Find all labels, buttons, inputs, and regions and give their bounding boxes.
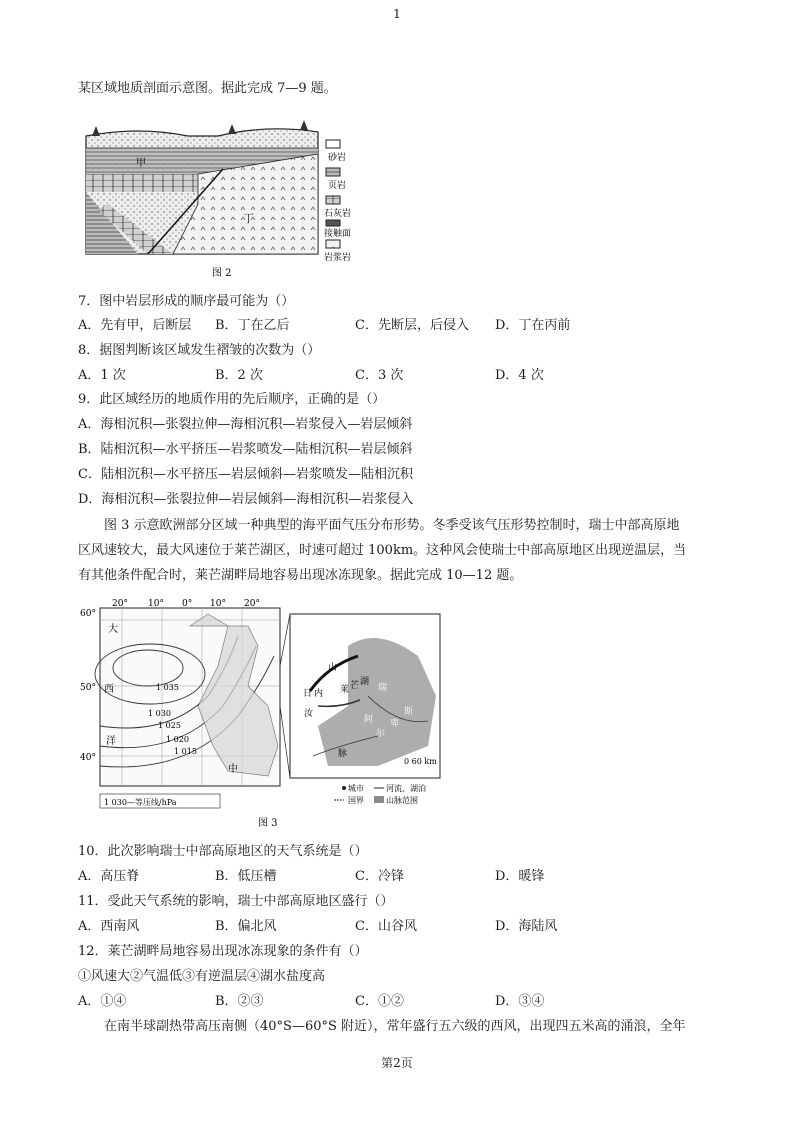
- legend-igneous: 岩浆岩: [324, 253, 352, 263]
- legend-shale: 页岩: [328, 181, 347, 191]
- isobar-value: 1 035: [156, 683, 179, 692]
- fig2-legend: [324, 140, 351, 263]
- inset-legend-river: 河流、湖泊: [386, 784, 426, 793]
- q7-stem: 7．图中岩层形成的顺序最可能为（）: [78, 294, 295, 309]
- q10-option-c: C．冷锋: [355, 869, 404, 884]
- q8-stem: 8．据图判断该区域发生褶皱的次数为（）: [78, 343, 321, 358]
- q10-option-b: B．低压槽: [215, 869, 277, 884]
- inset-label: 山: [328, 663, 338, 673]
- inset-legend-mountain: 山脉范围: [386, 796, 418, 805]
- page-top-number: 1: [393, 7, 401, 21]
- q7-option-a: A．先有甲，后断层: [78, 318, 192, 333]
- q8-option-d: D．4 次: [495, 368, 544, 383]
- q9-option-a: A．海相沉积—张裂拉伸—海相沉积—岩浆侵入—岩层倾斜: [78, 417, 413, 432]
- paragraph-last: 在南半球副热带高压南侧（40°S—60°S 附近），常年盛行五六级的西风，出现四五米高的涌浪，全年: [104, 1019, 686, 1034]
- q11-option-b: B．偏北风: [215, 919, 277, 934]
- q9-option-d: D．海相沉积—张裂拉伸—岩层倾斜—海相沉积—岩浆侵入: [78, 492, 414, 507]
- figure-3-caption: 图 3: [258, 818, 278, 829]
- map-label: 中: [228, 764, 238, 775]
- q9-stem: 9．此区域经历的地质作用的先后顺序，正确的是（）: [78, 392, 386, 407]
- inset-label: 阿: [364, 715, 374, 725]
- lat-label: 40°: [80, 753, 96, 763]
- lat-label: 50°: [80, 683, 96, 693]
- map-label: 洋: [106, 736, 116, 747]
- inset-legend-city: 城市: [348, 784, 364, 793]
- q12-option-b: B．②③: [215, 994, 264, 1009]
- intro-text: 某区域地质剖面示意图。据此完成 7—9 题。: [78, 81, 337, 96]
- q10-option-a: A．高压脊: [78, 869, 140, 884]
- map-label: 西: [104, 684, 114, 695]
- isobar-value: 1 025: [158, 721, 181, 730]
- q12-conditions: ①风速大②气温低③有逆温层④湖水盐度高: [78, 969, 326, 984]
- inset-label: 内: [314, 689, 324, 699]
- q10-stem: 10．此次影响瑞士中部高原地区的天气系统是（）: [78, 844, 368, 859]
- inset-label: 莱: [340, 685, 350, 695]
- legend-limestone: 石灰岩: [324, 209, 352, 219]
- label-jia: 甲: [136, 158, 146, 169]
- q12-stem: 12．莱芒湖畔局地容易出现冰冻现象的条件有（）: [78, 944, 368, 959]
- paragraph-line-3: 有其他条件配合时，莱芒湖畔局地容易出现冰冻现象。据此完成 10—12 题。: [78, 568, 523, 583]
- q11-option-c: C．山谷风: [355, 919, 417, 934]
- q12-option-d: D．③④: [495, 994, 545, 1009]
- figure-2-caption: 图 2: [212, 268, 232, 279]
- inset-label: 芒: [350, 681, 360, 691]
- inset-label: 斯: [404, 707, 414, 717]
- lon-label: 10°: [148, 599, 164, 609]
- page-footer: 第2页: [381, 1056, 413, 1070]
- lon-label: 20°: [112, 599, 128, 609]
- q12-option-c: C．①②: [355, 994, 404, 1009]
- map-label: 大: [108, 624, 118, 635]
- q8-option-c: C．3 次: [355, 368, 404, 383]
- inset-legend: [334, 783, 426, 805]
- inset-legend-border: 国界: [348, 796, 364, 805]
- q7-option-c: C．先断层，后侵入: [355, 318, 469, 333]
- inset-label: 卑: [390, 719, 400, 729]
- inset-label: 瑞: [378, 683, 388, 693]
- q9-option-c: C．陆相沉积—水平挤压—岩层倾斜—岩浆喷发—陆相沉积: [78, 467, 413, 482]
- lon-label: 20°: [244, 599, 260, 609]
- figure-2-cross-section: [78, 114, 368, 284]
- q11-option-d: D．海陆风: [495, 919, 558, 934]
- label-ding: 丁: [243, 212, 254, 225]
- inset-label: 脉: [338, 749, 348, 759]
- q8-option-b: B．2 次: [215, 368, 263, 383]
- q7-option-d: D．丁在丙前: [495, 318, 571, 333]
- lon-label: 10°: [210, 599, 226, 609]
- lat-label: 60°: [80, 609, 96, 619]
- inset-label: 汝: [304, 709, 314, 719]
- isobar-value: 1 020: [166, 735, 189, 744]
- q9-option-b: B．陆相沉积—水平挤压—岩浆喷发—陆相沉积—岩层倾斜: [78, 442, 413, 457]
- legend-sandstone: 砂岩: [328, 153, 347, 163]
- inset-label: 日: [303, 689, 313, 699]
- isobar-key: 1 030—等压线/hPa: [104, 798, 177, 807]
- q11-stem: 11．受此天气系统的影响，瑞士中部高原地区盛行（）: [78, 894, 394, 909]
- isobar-value: 1 015: [174, 747, 197, 756]
- q12-option-a: A．①④: [78, 994, 127, 1009]
- inset-label: 湖: [360, 677, 370, 687]
- q11-option-a: A．西南风: [78, 919, 140, 934]
- legend-contact: 接触面: [324, 229, 352, 239]
- q10-option-d: D．暖锋: [495, 869, 545, 884]
- q8-option-a: A．1 次: [78, 368, 126, 383]
- lon-label: 0°: [182, 599, 193, 609]
- inset-label: 尔: [376, 729, 386, 739]
- figure-3-pressure-map: [78, 596, 448, 831]
- inset-scale: 0 60 km: [404, 757, 437, 766]
- paragraph-line-1: 图 3 示意欧洲部分区域一种典型的海平面气压分布形势。冬季受该气压形势控制时，瑞士中部高原地: [104, 518, 680, 533]
- paragraph-line-2: 区风速较大，最大风速位于莱芒湖区，时速可超过 100km。这种风会使瑞士中部高原地区出现逆温层，当: [78, 543, 687, 558]
- q7-option-b: B．丁在乙后: [215, 318, 290, 333]
- isobar-value: 1 030: [148, 709, 171, 718]
